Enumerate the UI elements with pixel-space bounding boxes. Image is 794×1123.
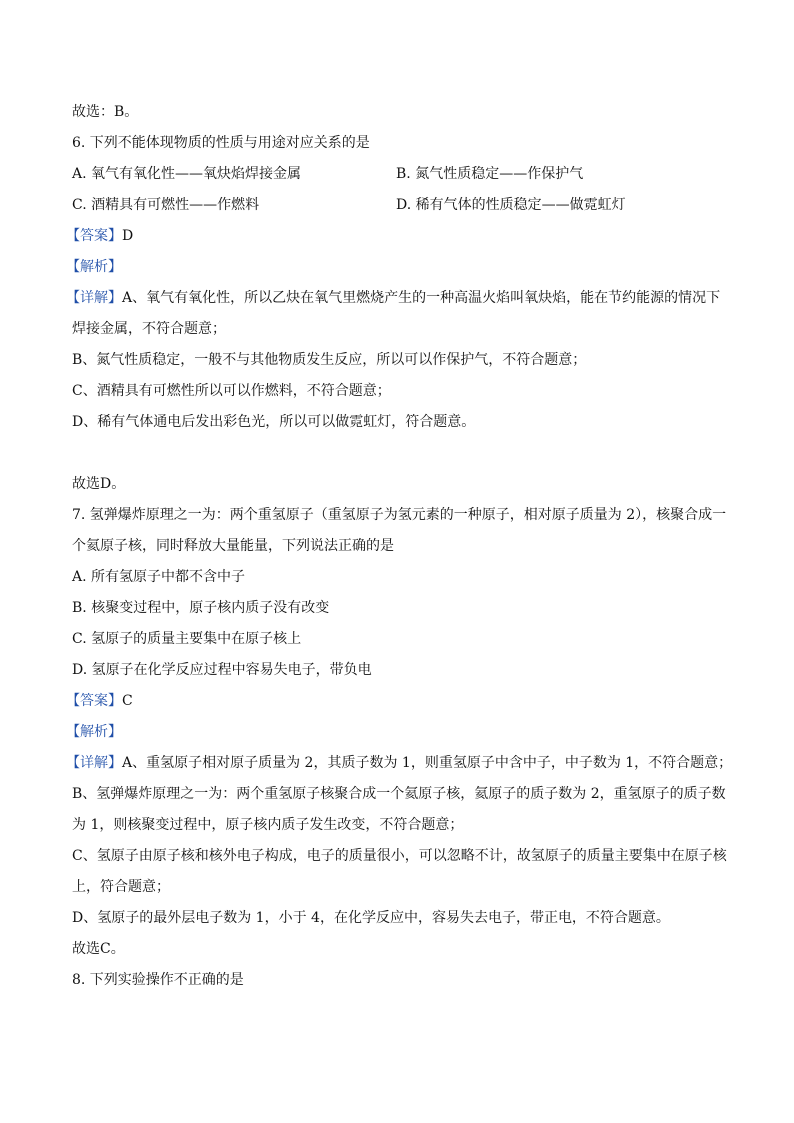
q6-option-b: B. 氮气性质稳定——作保护气: [396, 166, 584, 182]
q6-detail-a-line-2: 焊接金属，不符合题意；: [72, 321, 226, 337]
q7-detail-c-line-1: C、氢原子由原子核和核外电子构成，电子的质量很小，可以忽略不计，故氢原子的质量主要集中在原子核: [72, 848, 727, 864]
q7-detail-c-line-2: 上，符合题意；: [72, 879, 170, 895]
analysis-tag: 【解析】: [66, 724, 122, 740]
q6-stem: 6. 下列不能体现物质的性质与用途对应关系的是: [72, 135, 370, 151]
q6-detail-c: C、酒精具有可燃性所以可以作燃料，不符合题意；: [72, 383, 391, 399]
detail-tag: 【详解】: [66, 755, 122, 771]
q7-option-c: C. 氢原子的质量主要集中在原子核上: [72, 631, 302, 647]
q7-option-a: A. 所有氢原子中都不含中子: [72, 569, 246, 585]
q7-answer: [66, 691, 133, 711]
q6-options-row-1: [72, 164, 301, 184]
q8-stem: 8. 下列实验操作不正确的是: [72, 972, 244, 988]
answer-value: C: [122, 693, 133, 709]
q6-option-d: D. 稀有气体的性质稳定——做霓虹灯: [396, 197, 626, 213]
q7-detail-b-line-2: 为 1，则核聚变过程中，原子核内质子发生改变，不符合题意；: [72, 817, 464, 833]
q7-stem-line-1: 7. 氢弹爆炸原理之一为：两个重氢原子（重氢原子为氢元素的一种原子，相对原子质量为 2），核聚合成一: [72, 507, 727, 523]
answer-tag: 【答案】: [66, 693, 122, 709]
q6-analysis-tag: [66, 257, 122, 277]
q6-detail-a-line-1: [66, 288, 720, 308]
q7-stem-line-2: 个氦原子核，同时释放大量能量，下列说法正确的是: [72, 538, 394, 554]
q6-answer: [66, 226, 133, 246]
answer-tag: 【答案】: [66, 228, 122, 244]
q6-option-a: A. 氧气有氧化性——氧炔焰焊接金属: [72, 166, 302, 182]
answer-value: D: [122, 228, 134, 244]
q7-detail-a: [66, 753, 732, 773]
q6-conclusion: 故选D。: [72, 476, 126, 492]
detail-text: A、氧气有氧化性，所以乙炔在氧气里燃烧产生的一种高温火焰叫氧炔焰，能在节约能源的情况下: [122, 290, 721, 306]
q7-option-b: B. 核聚变过程中，原子核内质子没有改变: [72, 600, 330, 616]
q7-conclusion: 故选C。: [72, 941, 125, 957]
q5-conclusion: 故选：B。: [72, 104, 139, 120]
detail-tag: 【详解】: [66, 290, 122, 306]
q7-detail-d: D、氢原子的最外层电子数为 1，小于 4，在化学反应中，容易失去电子，带正电，不符合题意。: [72, 910, 670, 926]
q7-analysis-tag: [66, 722, 122, 742]
q6-detail-b: B、氮气性质稳定，一般不与其他物质发生反应，所以可以作保护气，不符合题意；: [72, 352, 587, 368]
q6-detail-d: D、稀有气体通电后发出彩色光，所以可以做霓虹灯，符合题意。: [72, 414, 476, 430]
q6-option-c: C. 酒精具有可燃性——作燃料: [72, 197, 260, 213]
q7-option-d: D. 氢原子在化学反应过程中容易失电子，带负电: [72, 662, 372, 678]
detail-text: A、重氢原子相对原子质量为 2，其质子数为 1，则重氢原子中含中子，中子数为 1，不符合题意；: [122, 755, 733, 771]
q7-detail-b-line-1: B、氢弹爆炸原理之一为：两个重氢原子核聚合成一个氦原子核，氦原子的质子数为 2，重氢原子的质子数: [72, 786, 726, 802]
analysis-tag: 【解析】: [66, 259, 122, 275]
